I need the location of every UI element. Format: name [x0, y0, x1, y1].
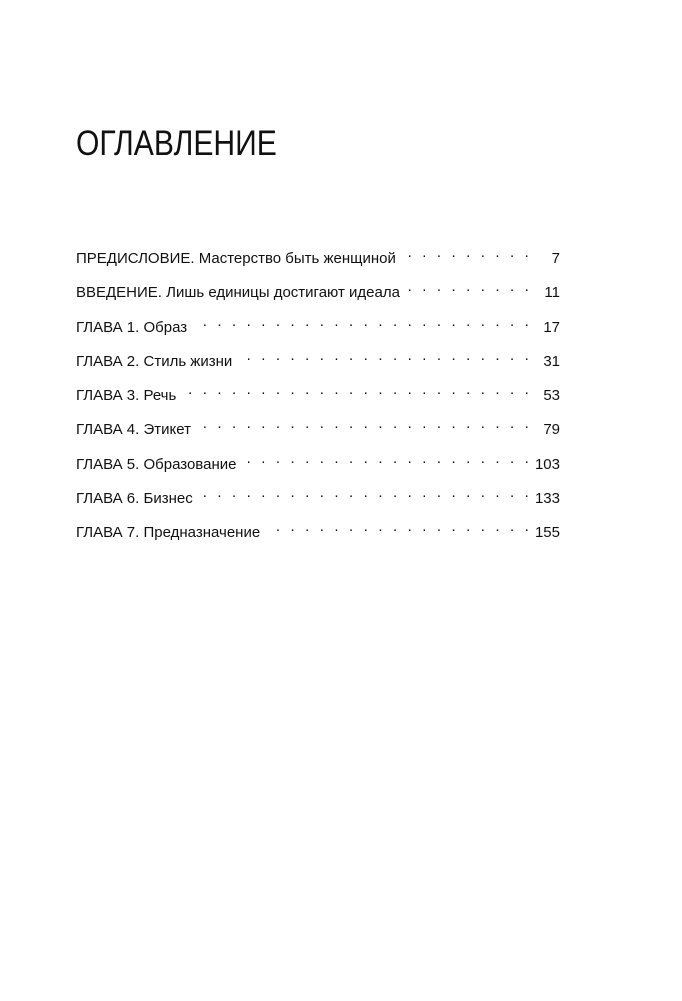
- toc-page-number: 133: [534, 490, 560, 508]
- toc-entry-chapter-5: [76, 449, 560, 483]
- toc-entry-chapter-4: [76, 414, 560, 448]
- dot-leader: [406, 277, 532, 297]
- dot-leader: [242, 449, 532, 469]
- toc-page-number: 11: [544, 284, 560, 302]
- toc-page-number: 155: [534, 524, 560, 542]
- toc-entry-chapter-3: [76, 380, 560, 414]
- toc-page-number: 79: [543, 421, 560, 439]
- toc-entry-chapter-7: [76, 517, 560, 551]
- dot-leader: [199, 483, 532, 503]
- dot-leader: [182, 380, 532, 400]
- toc-entry-title: ВВЕДЕНИЕ. Лишь единицы достигают идеала: [76, 284, 400, 302]
- table-of-contents: [76, 243, 560, 552]
- dot-leader: [193, 312, 532, 332]
- toc-entry-chapter-2: [76, 346, 560, 380]
- toc-entry-introduction: [76, 277, 560, 311]
- toc-page-number: 7: [551, 250, 560, 267]
- toc-page-number: 103: [534, 455, 560, 473]
- page-title: ОГЛАВЛЕНИЕ: [76, 124, 277, 163]
- toc-entry-title: ГЛАВА 3. Речь: [76, 387, 177, 405]
- dot-leader: [197, 414, 532, 434]
- toc-entry-title: ГЛАВА 7. Предназначение: [76, 524, 261, 542]
- toc-entry-preface: [76, 243, 560, 277]
- toc-entry-title: ГЛАВА 2. Стиль жизни: [76, 352, 233, 370]
- dot-leader: [402, 243, 532, 263]
- toc-entry-chapter-6: [76, 483, 560, 517]
- dot-leader: [266, 517, 532, 537]
- toc-page-number: 53: [543, 387, 560, 405]
- toc-entry-chapter-1: [76, 312, 560, 346]
- toc-page-number: 31: [543, 352, 560, 370]
- toc-entry-title: ГЛАВА 6. Бизнес: [76, 490, 193, 508]
- toc-entry-title: ПРЕДИСЛОВИЕ. Мастерство быть женщиной: [76, 250, 396, 267]
- toc-entry-title: ГЛАВА 1. Образ: [76, 318, 188, 336]
- dot-leader: [238, 346, 532, 366]
- toc-entry-title: ГЛАВА 4. Этикет: [76, 421, 191, 439]
- toc-entry-title: ГЛАВА 5. Образование: [76, 455, 237, 473]
- toc-page-number: 17: [543, 318, 560, 336]
